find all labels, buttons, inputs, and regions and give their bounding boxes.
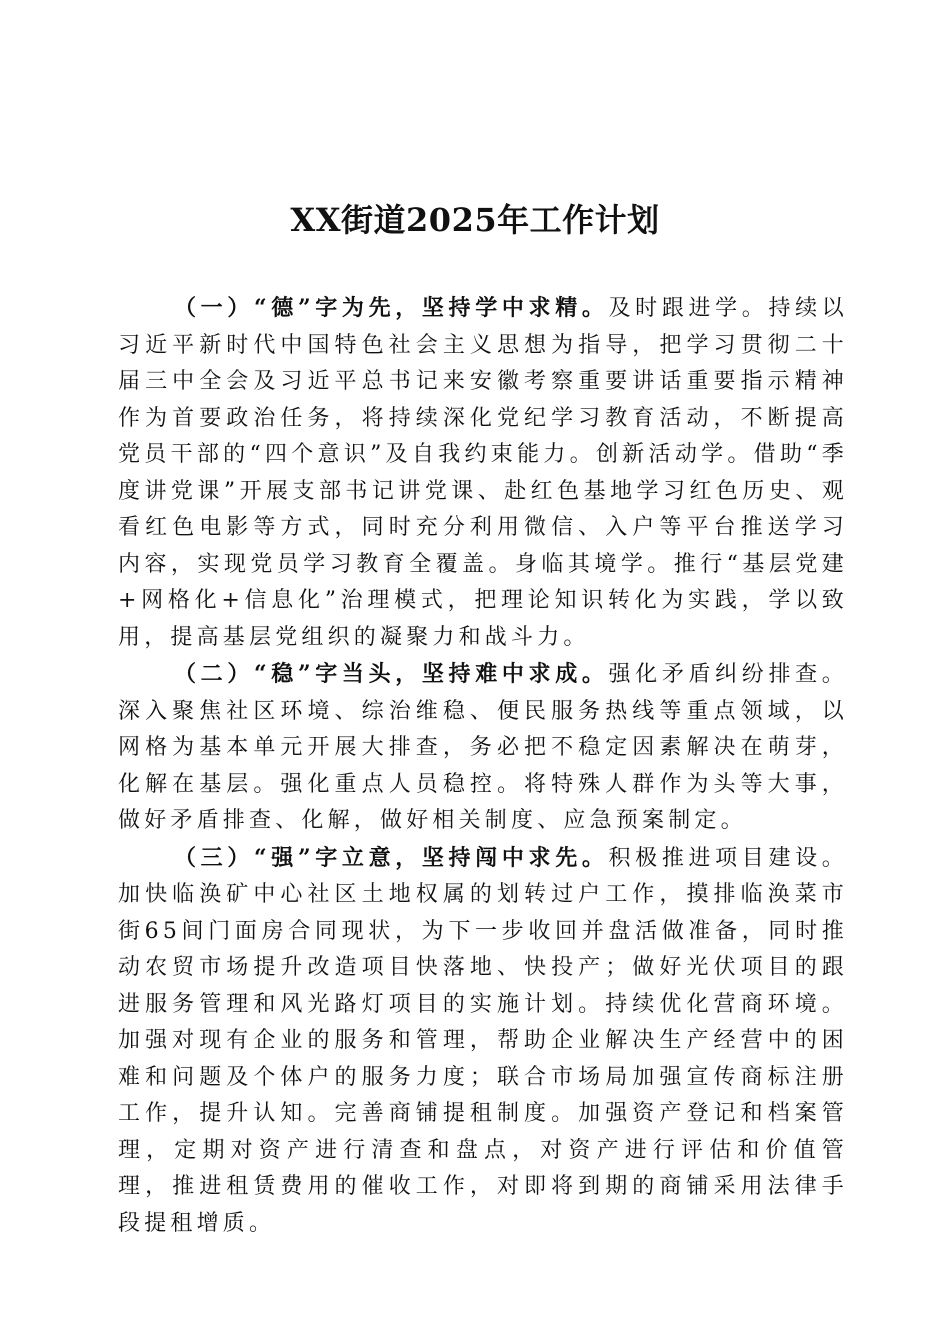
- paragraph-heading: （一）“德”字为先，坚持学中求精。: [174, 295, 609, 321]
- paragraph-text: 积极推进项目建设。加快临涣矿中心社区土地权属的划转过户工作，摸排临涣菜市街65间门面房合同现状，为下一步收回并盘活做准备，同时推动农贸市场提升改造项目快落地、快投产；做好光伏项目的跟进服务管理和风光路灯项目的实施计划。持续优化营商环境。加强对现有企业的服务和管理，帮助企业解决生产经营中的困难和问题及个体户的服务力度；联合市场局加强宣传商标注册工作，提升认知。完善商铺提租制度。加强资产登记和档案管理，定期对资产进行清查和盘点，对资产进行评估和价值管理，推进租赁费用的催收工作，对即将到期的商铺采用法律手段提租增质。: [118, 845, 848, 1236]
- paragraph-heading: （三）“强”字立意，坚持闯中求先。: [174, 844, 609, 871]
- paragraph-text: 强化矛盾纠纷排查。深入聚焦社区环境、综治维稳、便民服务热线等重点领域，以网格为基本单元开展大排查，务必把不稳定因素解决在萌芽，化解在基层。强化重点人员稳控。将特殊人群作为头等大事，做好矛盾排查、化解，做好相关制度、应急预案制定。: [118, 662, 848, 833]
- paragraph-wen: [118, 656, 848, 840]
- document-title: XX街道2025年工作计划: [290, 201, 660, 239]
- paragraph-heading: （二）“稳”字当头，坚持难中求成。: [174, 661, 609, 687]
- paragraph-de: [118, 290, 848, 656]
- paragraph-text: 及时跟进学。持续以习近平新时代中国特色社会主义思想为指导，把学习贯彻二十届三中全会及习近平总书记来安徽考察重要讲话重要指示精神作为首要政治任务，将持续深化党纪学习教育活动，不断提高党员干部的“四个意识”及自我约束能力。创新活动学。借助“季度讲党课”开展支部书记讲党课、赴红色基地学习红色历史、观看红色电影等方式，同时充分利用微信、入户等平台推送学习内容，实现党员学习教育全覆盖。身临其境学。推行“基层党建+网格化+信息化”治理模式，把理论知识转化为实践，学以致用，提高基层党组织的凝聚力和战斗力。: [118, 296, 848, 650]
- paragraph-qiang: [118, 840, 848, 1243]
- document-body: [118, 290, 848, 1242]
